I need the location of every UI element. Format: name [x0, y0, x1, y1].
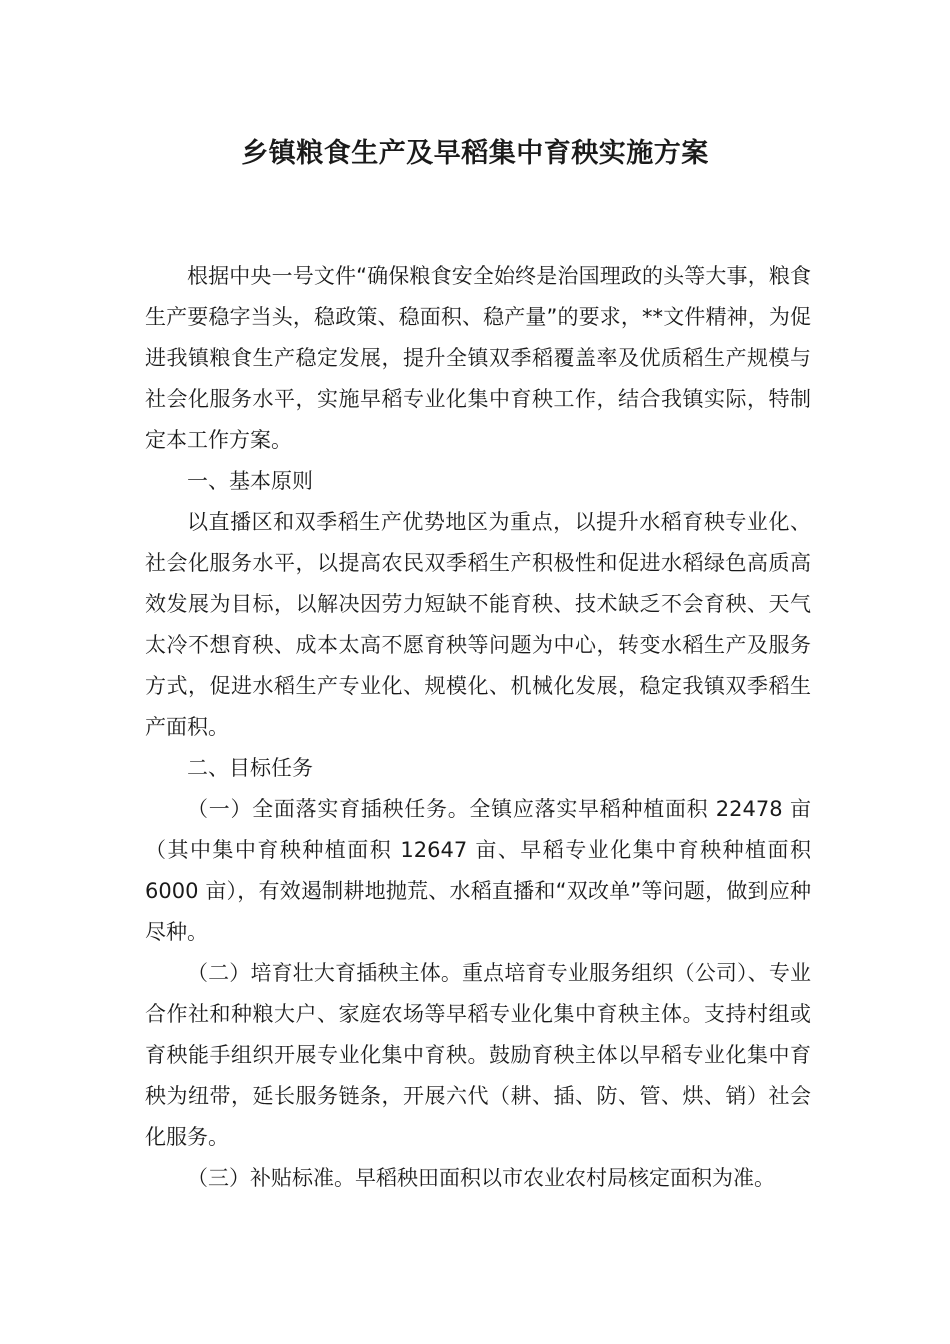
paragraph-task-3: （三）补贴标准。早稻秧田面积以市农业农村局核定面积为准。 [187, 1166, 775, 1190]
paragraph-task-2: （二）培育壮大育插秧主体。重点培育专业服务组织（公司）、专业合作社和种粮大户、家庭农场等早稻专业化集中育秧主体。支持村组或育秧能手组织开展专业化集中育秧。鼓励育秧主体以早稻专业化集中育秧为纽带，延长服务链条，开展六代（耕、插、防、管、烘、销）社会化服务。 [145, 961, 811, 1149]
paragraph-intro: 根据中央一号文件“确保粮食安全始终是治国理政的头等大事，粮食生产要稳字当头，稳政策、稳面积、稳产量”的要求，**文件精神，为促进我镇粮食生产稳定发展，提升全镇双季稻覆盖率及优质稻生产规模与社会化服务水平，实施早稻专业化集中育秧工作，结合我镇实际，特制定本工作方案。 [145, 264, 811, 452]
document-title: 乡镇粮食生产及早稻集中育秧实施方案 [241, 138, 709, 169]
heading-basic-principles: 一、基本原则 [187, 469, 313, 493]
document-body [145, 256, 811, 1199]
paragraph-basic-principles: 以直播区和双季稻生产优势地区为重点，以提升水稻育秧专业化、社会化服务水平，以提高农民双季稻生产积极性和促进水稻绿色高质高效发展为目标，以解决因劳力短缺不能育秧、技术缺乏不会育秧、天气太冷不想育秧、成本太高不愿育秧等问题为中心，转变水稻生产及服务方式，促进水稻生产专业化、规模化、机械化发展，稳定我镇双季稻生产面积。 [145, 510, 811, 739]
paragraph-task-1: （一）全面落实育插秧任务。全镇应落实早稻种植面积 22478 亩（其中集中育秧种植面积 12647 亩、早稻专业化集中育秧种植面积 6000 亩），有效遏制耕地抛荒、水稻直播和“双改单”等问题，做到应种尽种。 [145, 797, 811, 944]
heading-goals-tasks: 二、目标任务 [187, 756, 313, 780]
